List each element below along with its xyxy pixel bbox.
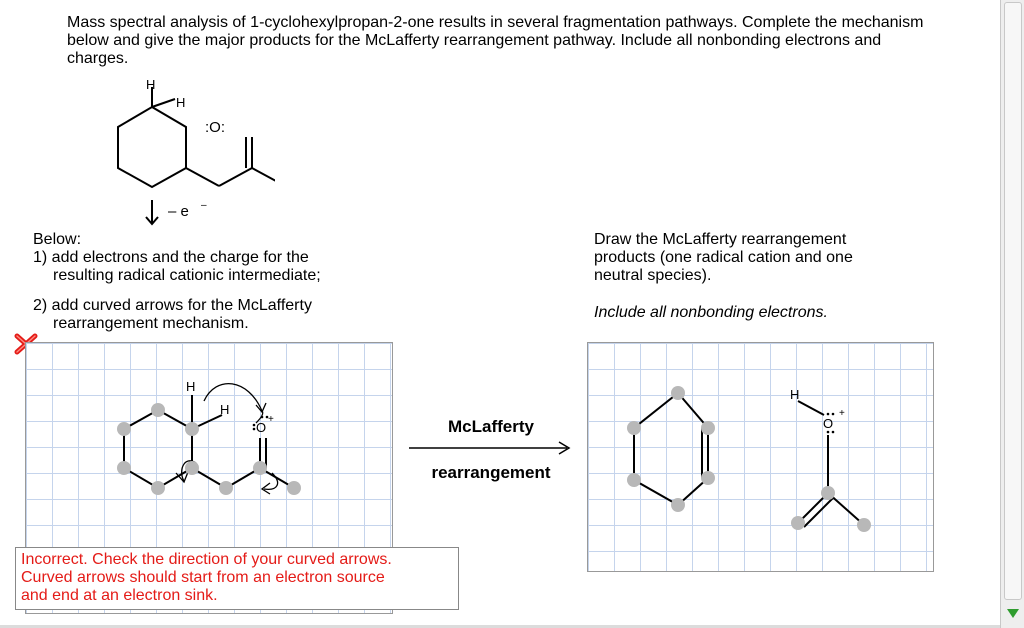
reaction-label-bottom: rearrangement — [431, 463, 551, 482]
h-top-left-canvas: H — [186, 379, 196, 394]
oxygen-label: :O: — [205, 119, 226, 136]
right-instr-line3: neutral species). — [594, 267, 712, 284]
h-label-right-canvas: H — [790, 387, 800, 402]
feedback-line3: and end at an electron sink. — [21, 587, 218, 604]
scrollbar-thumb[interactable] — [1004, 2, 1022, 600]
right-instr-line2: products (one radical cation and one — [594, 249, 853, 266]
starting-molecule-diagram — [75, 75, 275, 230]
step1-line1: 1) add electrons and the charge for the — [33, 249, 309, 266]
reaction-arrow — [405, 410, 580, 490]
charge-right-canvas: + — [839, 408, 845, 419]
right-instr-italic: Include all nonbonding electrons. — [594, 304, 828, 321]
right-instr-line1: Draw the McLafferty rearrangement — [594, 231, 847, 248]
minus-electron-sup: – — [201, 200, 207, 211]
curved-arrow-1 — [204, 384, 262, 411]
bond-c-methyl — [828, 493, 864, 525]
cyclohexene-ring — [634, 393, 708, 505]
step1-line2: resulting radical cationic intermediate; — [53, 267, 321, 284]
h-side-label: H — [176, 95, 186, 110]
step2-line2: rearrangement mechanism. — [53, 315, 249, 332]
vertical-scrollbar[interactable] — [1000, 0, 1024, 628]
charge-left-canvas: + — [268, 414, 274, 425]
h-top-label: H — [146, 77, 156, 92]
bond-methyl — [252, 168, 275, 186]
oxygen-left-canvas: O — [256, 420, 267, 435]
step2-line1: 2) add curved arrows for the McLafferty — [33, 297, 312, 314]
left-instructions — [33, 231, 403, 333]
oxygen-right-canvas: O — [823, 416, 834, 431]
bond-h-o — [798, 401, 824, 415]
products-drawing — [588, 343, 933, 571]
right-instructions — [594, 231, 914, 322]
cyclohexane-ring — [118, 107, 186, 187]
feedback-line1: Incorrect. Check the direction of your curved arrows. — [21, 551, 392, 568]
curved-arrow-3-head — [262, 483, 270, 494]
bond-carbonyl-carbon — [219, 168, 252, 186]
feedback-message — [15, 547, 459, 610]
bond-ch2 — [186, 168, 219, 186]
bond-h-side — [152, 99, 175, 107]
question-text: Mass spectral analysis of 1-cyclohexylpropan-2-one results in several fragmentation pathways. Complete the mechanism below and give the major products for the McLafferty rearrangement pathway. Include all nonbonding electrons and charges. — [67, 14, 924, 67]
products-drawing-canvas[interactable] — [587, 342, 934, 572]
scroll-down-arrow-icon[interactable] — [1004, 604, 1022, 622]
minus-electron-label: – e — [168, 203, 189, 220]
feedback-line2: Curved arrows should start from an electron source — [21, 569, 385, 586]
h-side-left-canvas: H — [220, 402, 230, 417]
below-label: Below: — [33, 231, 82, 248]
reaction-label-top: McLafferty — [448, 417, 534, 436]
atom-nodes-right — [627, 386, 871, 532]
